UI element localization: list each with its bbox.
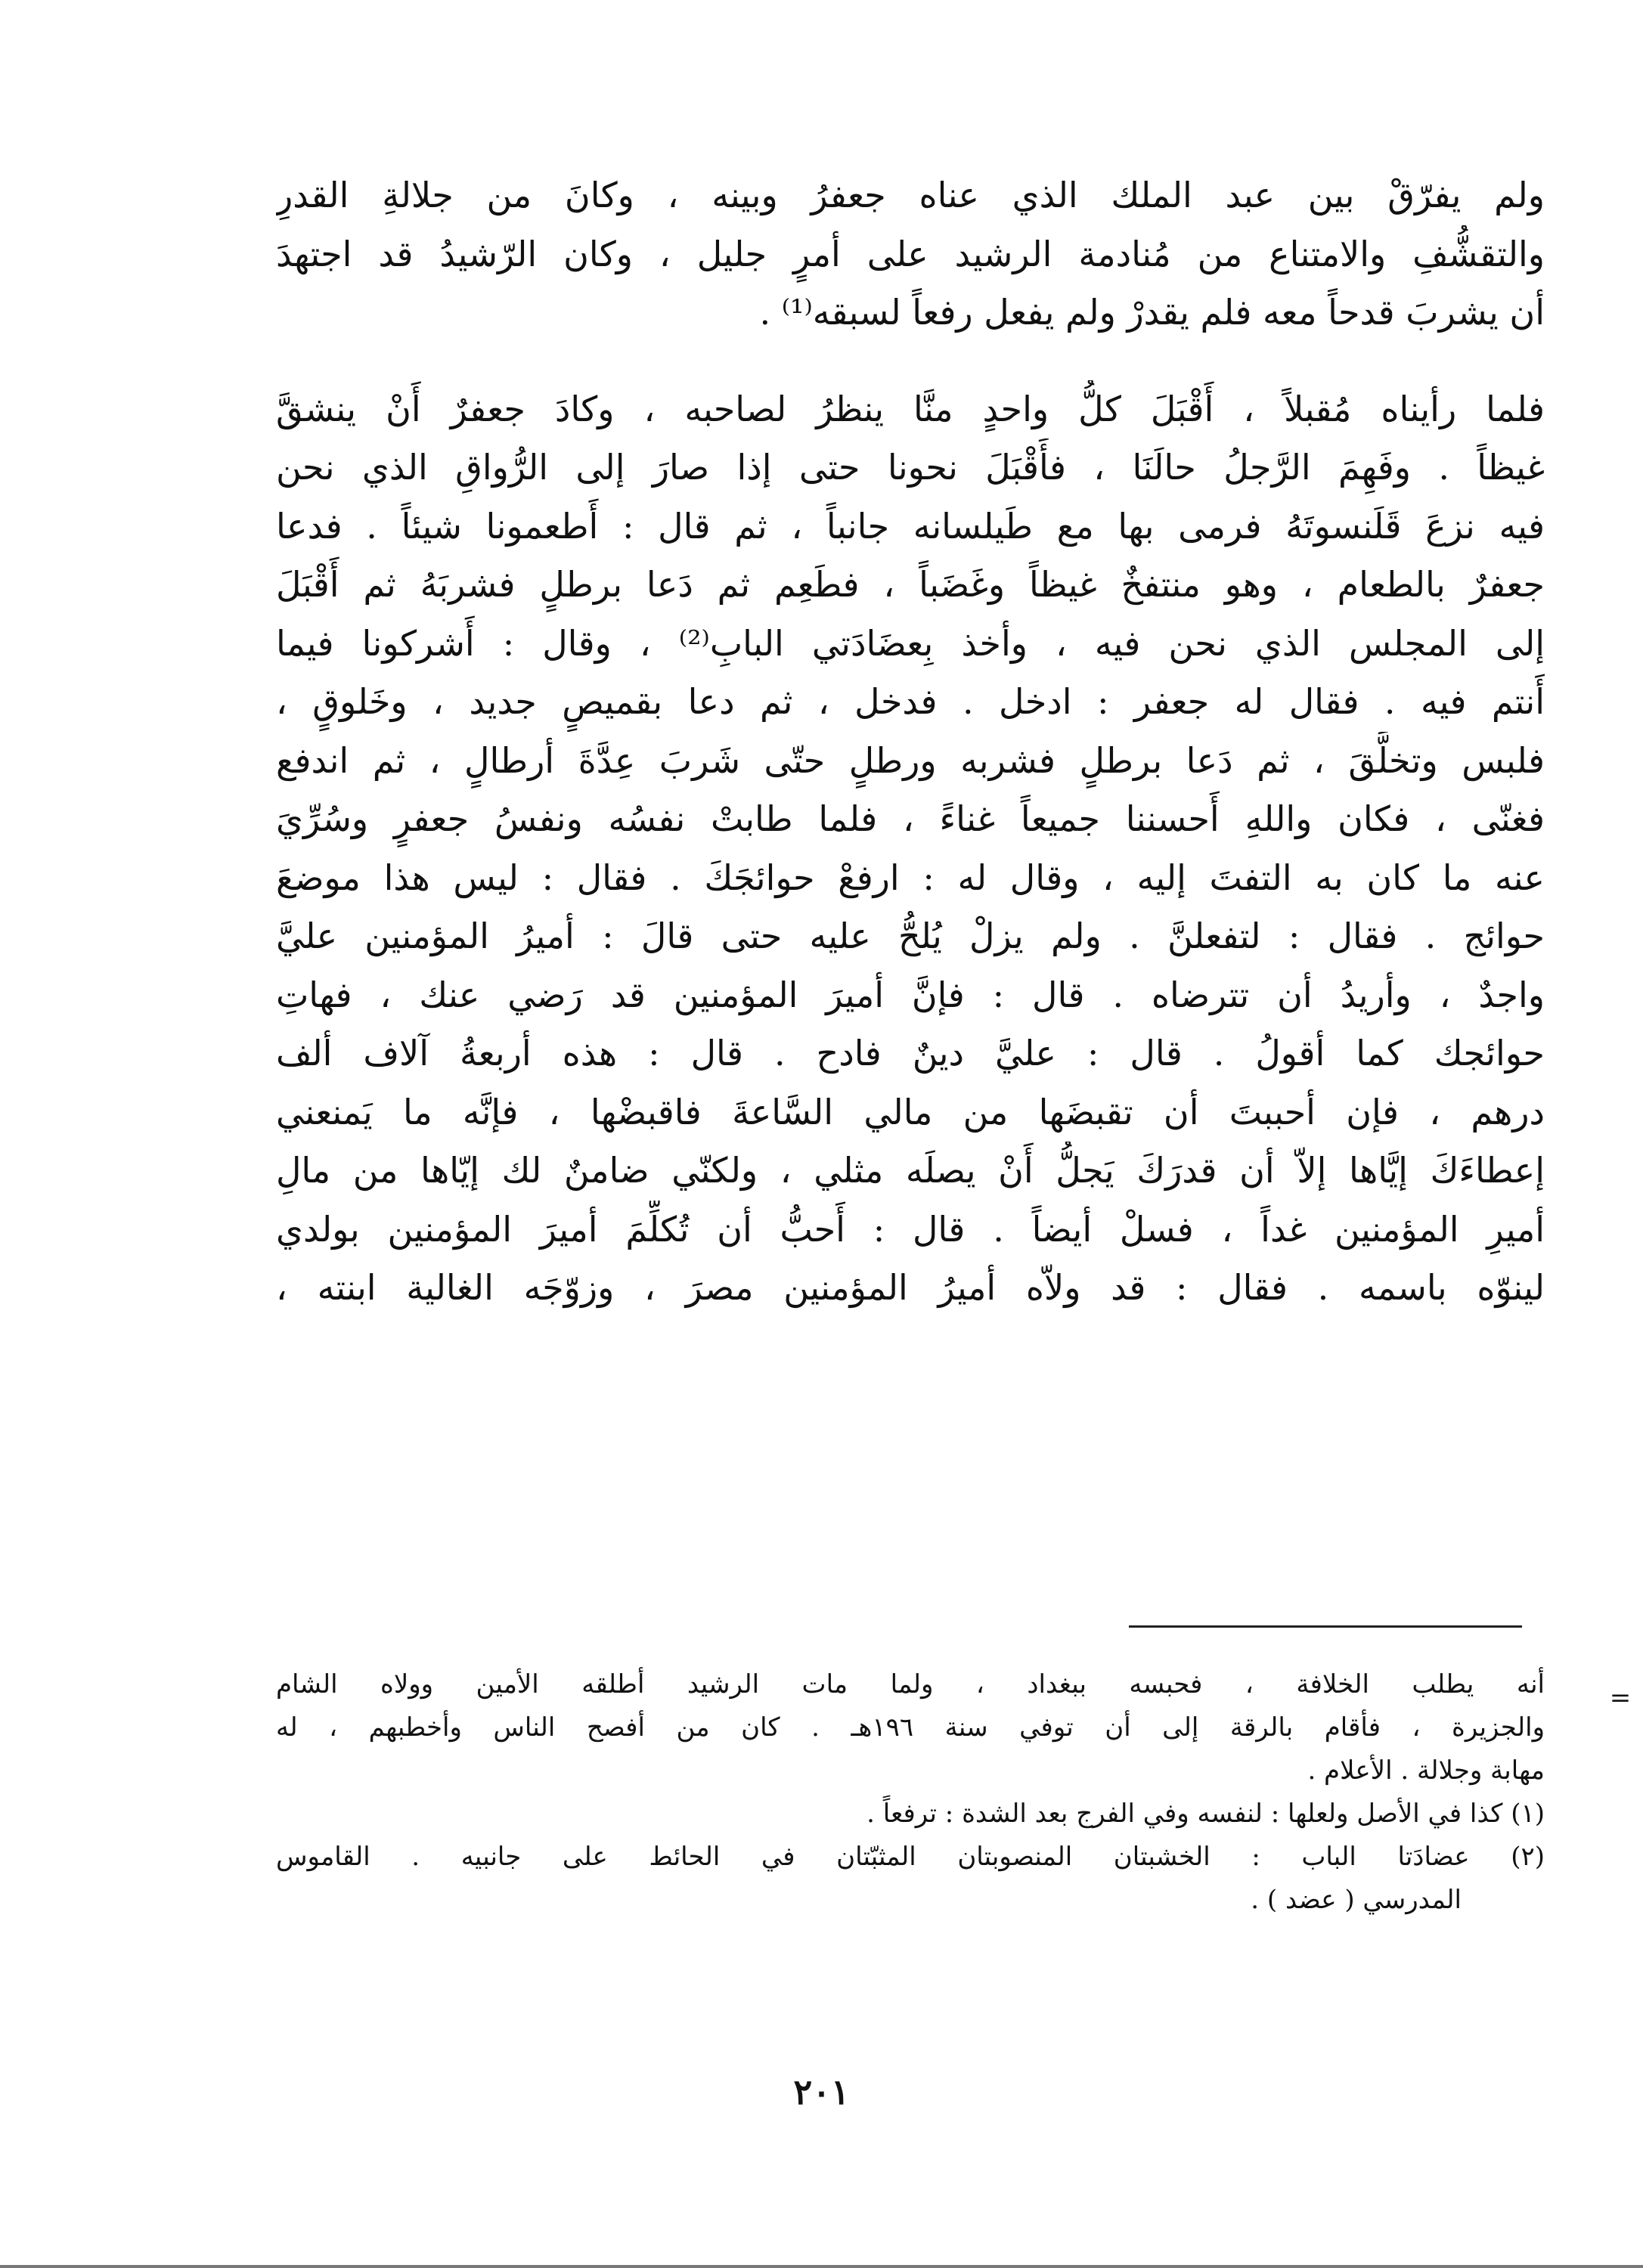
text-line: أميرِ المؤمنين غداً ، فسلْ أيضاً . قال : أَحبُّ أن تُكلِّمَ أميرَ المؤمنين بولدي	[276, 1208, 1545, 1250]
text-line: لينوّه باسمه . فقال : قد ولاّه أميرُ المؤمنين مصرَ ، وزوّجَه الغالية ابنته ،	[276, 1267, 1545, 1308]
text-line: ولم يفرّقْ بين عبد الملك الذي عناه جعفرُ وبينه ، وكانَ من جلالةِ القدرِ	[276, 175, 1545, 215]
footnote-continuation-marker: =	[1609, 1683, 1632, 1713]
text-line: أن يشربَ قدحاً معه فلم يقدرْ ولم يفعل رفعاً لسبقه⁽¹⁾ .	[759, 292, 1545, 333]
footnote-2: (٢) عضادَتا الباب : الخشبتان المنصوبتان المثبّتان في الحائط على جانبيه . القاموس	[276, 1842, 1545, 1872]
footnote-2-continuation: المدرسي ( عضد ) .	[1251, 1885, 1462, 1915]
text-line: فلبس وتخلَّقَ ، ثم دَعا برطلٍ فشربه ورطلٍ حتّى شَربَ عِدَّةَ أرطالٍ ، ثم اندفع	[276, 739, 1545, 781]
footnote-line: مهابة وجلالة . الأعلام .	[1307, 1755, 1545, 1786]
text-line: حوائجك كما أقولُ . قال : عليَّ دينٌ فادح . قال : هذه أربعةُ آلاف ألف	[276, 1033, 1545, 1074]
paragraph-1	[276, 166, 1545, 342]
footnotes	[276, 1663, 1545, 1922]
footnote-1: (١) كذا في الأصل ولعلها : لنفسه وفي الفرج بعد الشدة : ترفعاً .	[866, 1799, 1545, 1829]
scan-bottom-edge	[0, 2265, 1643, 2268]
text-line: واجدٌ ، وأريدُ أن تترضاه . قال : فإنَّ أميرَ المؤمنين قد رَضي عنك ، فهاتِ	[276, 974, 1545, 1015]
text-line: إعطاءَكَ إيَّاها إلاّ أن قدرَكَ يَجلُّ أَنْ يصلَه مثلي ، ولكنّي ضامنٌ لك إيّاها من مالِ	[276, 1150, 1545, 1191]
main-text	[276, 166, 1545, 1318]
text-line: حوائج . فقال : لتفعلنَّ . ولم يزلْ يُلحُّ عليه حتى قالَ : أميرُ المؤمنين عليَّ	[276, 916, 1545, 956]
text-line: إلى المجلس الذي نحن فيه ، وأخذ بِعضَادَتي البابِ⁽²⁾ ، وقال : أَشركونا فيما	[276, 622, 1545, 664]
text-line: والتقشُّفِ والامتناع من مُنادمة الرشيد على أمرٍ جليل ، وكان الرّشيدُ قد اجتهدَ	[276, 233, 1545, 274]
text-line: جعفرٌ بالطعام ، وهو منتفخٌ غيظاً وغَضَباً ، فطَعِم ثم دَعا برطلٍ فشربَهُ ثم أَقْبَلَ	[276, 564, 1545, 605]
text-line: غيظاً . وفَهِمَ الرَّجلُ حالَنَا ، فأَقْبَلَ نحونا حتى إذا صارَ إلى الرُّواقِ الذي نحن	[276, 447, 1545, 488]
footnote-line: والجزيرة ، فأقام بالرقة إلى أن توفي سنة ١٩٦هـ . كان من أفصح الناس وأخطبهم ، له	[276, 1712, 1545, 1743]
text-line: فيه نزعَ قَلَنسوتَهُ فرمى بها مع طَيلسانه جانباً ، ثم قال : أَطعمونا شيئاً . فدعا	[276, 505, 1545, 547]
text-line: أَنتم فيه . فقال له جعفر : ادخل . فدخل ، ثم دعا بقميصٍ جديد ، وخَلوقٍ ،	[276, 681, 1545, 722]
page-number: ٢٠١	[793, 2071, 850, 2112]
text-line: درهم ، فإن أحببتَ أن تقبضَها من مالي السَّاعةَ فاقبضْها ، فإنَّه ما يَمنعني	[276, 1091, 1545, 1132]
footnote-separator	[1129, 1625, 1522, 1628]
paragraph-2	[276, 380, 1545, 1318]
text-line: فلما رأيناه مُقبلاً ، أَقْبَلَ كلُّ واحدٍ منَّا ينظرُ لصاحبه ، وكادَ جعفرٌ أَنْ ينشقَّ	[276, 388, 1545, 429]
text-line: فغنّى ، فكان واللهِ أَحسننا جميعاً غناءً ، فلما طابتْ نفسُه ونفسُ جعفرٍ وسُرِّيَ	[276, 798, 1545, 839]
text-line: عنه ما كان به التفتَ إليه ، وقال له : ارفعْ حوائجَكَ . فقال : ليس هذا موضعَ	[276, 857, 1545, 898]
paragraph-gap	[276, 342, 1545, 380]
footnote-line: أنه يطلب الخلافة ، فحبسه ببغداد ، ولما مات الرشيد أطلقه الأمين وولاه الشام	[276, 1669, 1545, 1699]
